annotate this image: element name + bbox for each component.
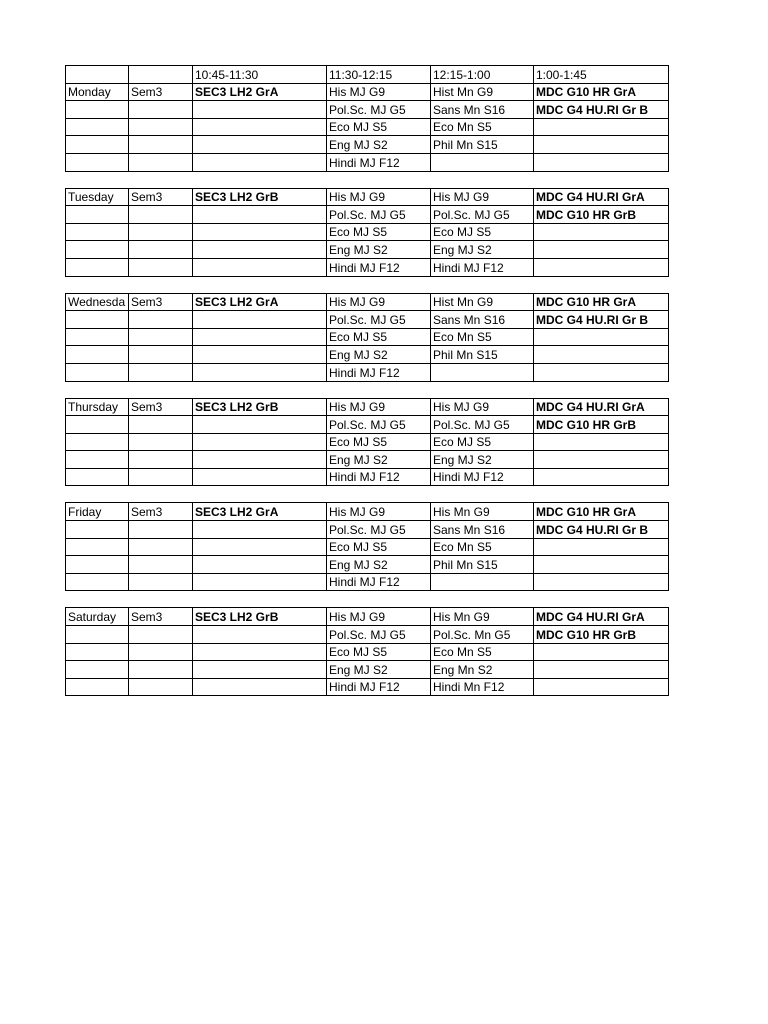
table-row — [66, 311, 669, 329]
table-row — [66, 626, 669, 644]
slot-cell-1130[interactable]: Eco MJ S5 — [327, 643, 431, 661]
day-cell[interactable]: Saturday — [66, 608, 129, 626]
slot-cell-1130[interactable]: His MJ G9 — [327, 398, 431, 416]
day-cell[interactable] — [66, 136, 129, 154]
sec-cell[interactable]: SEC3 LH2 GrA — [193, 503, 327, 521]
slot-cell-1215[interactable]: Hist Mn G9 — [431, 83, 534, 101]
slot-cell-100[interactable] — [534, 153, 669, 171]
slot-cell-100[interactable]: MDC G4 HU.RI Gr B — [534, 311, 669, 329]
slot-cell-100[interactable]: MDC G10 HR GrB — [534, 626, 669, 644]
slot-cell-100[interactable]: MDC G4 HU.RI GrA — [534, 188, 669, 206]
sec-cell[interactable] — [193, 678, 327, 696]
table-row — [66, 206, 669, 224]
slot-cell-1215[interactable]: Pol.Sc. Mn G5 — [431, 626, 534, 644]
slot-cell-1130[interactable]: Hindi MJ F12 — [327, 678, 431, 696]
table-row — [66, 678, 669, 696]
sec-cell[interactable] — [193, 416, 327, 434]
slot-cell-1130[interactable]: Pol.Sc. MJ G5 — [327, 626, 431, 644]
slot-cell-100[interactable] — [534, 223, 669, 241]
sec-cell[interactable] — [193, 241, 327, 259]
day-cell[interactable] — [66, 363, 129, 381]
table-row — [66, 346, 669, 364]
slot-cell-1215[interactable]: His MJ G9 — [431, 188, 534, 206]
slot-cell-1130[interactable]: Pol.Sc. MJ G5 — [327, 416, 431, 434]
sem-cell[interactable] — [129, 153, 193, 171]
slot-cell-1130[interactable]: Eco MJ S5 — [327, 433, 431, 451]
sem-cell[interactable] — [129, 451, 193, 469]
slot-cell-1215[interactable]: Hindi MJ F12 — [431, 258, 534, 276]
slot-cell-100[interactable] — [534, 328, 669, 346]
sem-cell[interactable]: Sem3 — [129, 293, 193, 311]
slot-cell-1215[interactable]: Sans Mn S16 — [431, 311, 534, 329]
slot-cell-1215[interactable]: Eco Mn S5 — [431, 328, 534, 346]
day-cell[interactable] — [66, 556, 129, 574]
sec-cell[interactable]: SEC3 LH2 GrB — [193, 608, 327, 626]
slot-cell-1130[interactable]: Eng MJ S2 — [327, 451, 431, 469]
slot-cell-1215[interactable]: Eco MJ S5 — [431, 223, 534, 241]
sem-cell[interactable] — [129, 416, 193, 434]
slot-cell-1215[interactable]: Eng Mn S2 — [431, 661, 534, 679]
sec-cell[interactable] — [193, 328, 327, 346]
day-cell[interactable] — [66, 101, 129, 119]
table-row — [66, 328, 669, 346]
slot-cell-100[interactable]: MDC G4 HU.RI Gr B — [534, 101, 669, 119]
day-block-tuesday — [65, 188, 669, 277]
slot-cell-1215[interactable]: His Mn G9 — [431, 503, 534, 521]
slot-cell-1215[interactable]: Eng MJ S2 — [431, 241, 534, 259]
sec-cell[interactable] — [193, 223, 327, 241]
day-cell[interactable] — [66, 433, 129, 451]
slot-cell-1130[interactable]: Pol.Sc. MJ G5 — [327, 206, 431, 224]
day-cell[interactable]: Monday — [66, 83, 129, 101]
day-cell[interactable] — [66, 311, 129, 329]
sec-cell[interactable] — [193, 538, 327, 556]
sec-cell[interactable] — [193, 643, 327, 661]
day-cell[interactable] — [66, 643, 129, 661]
sem-cell[interactable] — [129, 643, 193, 661]
slot-cell-1130[interactable]: Hindi MJ F12 — [327, 153, 431, 171]
sem-cell[interactable]: Sem3 — [129, 398, 193, 416]
sem-cell[interactable] — [129, 223, 193, 241]
table-row — [66, 101, 669, 119]
sec-cell[interactable]: SEC3 LH2 GrA — [193, 293, 327, 311]
slot-cell-1130[interactable]: Eng MJ S2 — [327, 661, 431, 679]
sec-cell[interactable] — [193, 661, 327, 679]
table-row — [66, 153, 669, 171]
table-row — [66, 136, 669, 154]
table-row — [66, 293, 669, 311]
sec-cell[interactable]: SEC3 LH2 GrA — [193, 83, 327, 101]
slot-cell-100[interactable] — [534, 363, 669, 381]
table-row — [66, 188, 669, 206]
slot-cell-100[interactable] — [534, 468, 669, 486]
table-row — [66, 556, 669, 574]
day-cell[interactable]: Tuesday — [66, 188, 129, 206]
day-cell[interactable] — [66, 626, 129, 644]
table-row — [66, 223, 669, 241]
slot-cell-100[interactable]: MDC G4 HU.RI GrA — [534, 608, 669, 626]
slot-cell-1130[interactable]: His MJ G9 — [327, 503, 431, 521]
slot-cell-1130[interactable]: Eng MJ S2 — [327, 241, 431, 259]
header-cell[interactable]: 12:15-1:00 — [431, 66, 534, 84]
slot-cell-1215[interactable]: His Mn G9 — [431, 608, 534, 626]
slot-cell-100[interactable]: MDC G10 HR GrB — [534, 206, 669, 224]
slot-cell-1215[interactable]: Hindi MJ F12 — [431, 468, 534, 486]
slot-cell-1130[interactable]: His MJ G9 — [327, 608, 431, 626]
sem-cell[interactable] — [129, 363, 193, 381]
slot-cell-1215[interactable]: Eng MJ S2 — [431, 451, 534, 469]
slot-cell-100[interactable] — [534, 678, 669, 696]
slot-cell-100[interactable] — [534, 661, 669, 679]
sem-cell[interactable]: Sem3 — [129, 503, 193, 521]
sec-cell[interactable] — [193, 118, 327, 136]
sem-cell[interactable] — [129, 136, 193, 154]
day-cell[interactable] — [66, 416, 129, 434]
slot-cell-1215[interactable] — [431, 573, 534, 591]
sec-cell[interactable] — [193, 101, 327, 119]
day-block-saturday — [65, 607, 669, 696]
table-row — [66, 433, 669, 451]
slot-cell-100[interactable] — [534, 556, 669, 574]
timetable-sheet — [65, 65, 669, 712]
sem-cell[interactable] — [129, 678, 193, 696]
day-cell[interactable] — [66, 118, 129, 136]
slot-cell-100[interactable] — [534, 573, 669, 591]
sec-cell[interactable] — [193, 136, 327, 154]
slot-cell-100[interactable]: MDC G4 HU.RI GrA — [534, 398, 669, 416]
day-cell[interactable] — [66, 468, 129, 486]
slot-cell-100[interactable]: MDC G10 HR GrA — [534, 503, 669, 521]
table-row — [66, 503, 669, 521]
table-row — [66, 83, 669, 101]
slot-cell-100[interactable] — [534, 258, 669, 276]
table-row — [66, 521, 669, 539]
slot-cell-1215[interactable]: Eco MJ S5 — [431, 433, 534, 451]
header-cell[interactable]: 11:30-12:15 — [327, 66, 431, 84]
day-cell[interactable] — [66, 573, 129, 591]
slot-cell-1130[interactable]: His MJ G9 — [327, 188, 431, 206]
header-cell[interactable] — [129, 66, 193, 84]
sem-cell[interactable] — [129, 468, 193, 486]
slot-cell-100[interactable] — [534, 538, 669, 556]
table-row — [66, 608, 669, 626]
day-cell[interactable] — [66, 153, 129, 171]
header-cell[interactable] — [66, 66, 129, 84]
slot-cell-1215[interactable]: Phil Mn S15 — [431, 346, 534, 364]
slot-cell-1130[interactable]: Eco MJ S5 — [327, 223, 431, 241]
slot-cell-1130[interactable]: Pol.Sc. MJ G5 — [327, 311, 431, 329]
day-block-friday — [65, 502, 669, 591]
day-cell[interactable] — [66, 661, 129, 679]
slot-cell-1130[interactable]: Eco MJ S5 — [327, 328, 431, 346]
slot-cell-1215[interactable] — [431, 153, 534, 171]
day-cell[interactable] — [66, 223, 129, 241]
sec-cell[interactable] — [193, 258, 327, 276]
header-cell[interactable]: 1:00-1:45 — [534, 66, 669, 84]
table-row — [66, 573, 669, 591]
sem-cell[interactable] — [129, 346, 193, 364]
sec-cell[interactable] — [193, 311, 327, 329]
sem-cell[interactable] — [129, 661, 193, 679]
sec-cell[interactable] — [193, 346, 327, 364]
sem-cell[interactable] — [129, 521, 193, 539]
day-block-wednesda — [65, 293, 669, 382]
slot-cell-1215[interactable]: Eco Mn S5 — [431, 643, 534, 661]
table-row — [66, 241, 669, 259]
slot-cell-1130[interactable]: Eng MJ S2 — [327, 346, 431, 364]
slot-cell-1130[interactable]: Hindi MJ F12 — [327, 573, 431, 591]
sem-cell[interactable] — [129, 206, 193, 224]
slot-cell-1215[interactable]: Eco Mn S5 — [431, 118, 534, 136]
slot-cell-100[interactable]: MDC G10 HR GrB — [534, 416, 669, 434]
table-row — [66, 398, 669, 416]
sec-cell[interactable]: SEC3 LH2 GrB — [193, 398, 327, 416]
slot-cell-1215[interactable]: Phil Mn S15 — [431, 136, 534, 154]
slot-cell-1215[interactable]: Phil Mn S15 — [431, 556, 534, 574]
slot-cell-1130[interactable]: Eco MJ S5 — [327, 538, 431, 556]
table-row — [66, 538, 669, 556]
sem-cell[interactable] — [129, 538, 193, 556]
day-cell[interactable] — [66, 241, 129, 259]
sec-cell[interactable] — [193, 468, 327, 486]
slot-cell-1215[interactable]: Hindi Mn F12 — [431, 678, 534, 696]
day-cell[interactable] — [66, 258, 129, 276]
slot-cell-1130[interactable]: Pol.Sc. MJ G5 — [327, 521, 431, 539]
slot-cell-100[interactable]: MDC G10 HR GrA — [534, 293, 669, 311]
slot-cell-1130[interactable]: His MJ G9 — [327, 83, 431, 101]
slot-cell-1130[interactable]: Hindi MJ F12 — [327, 363, 431, 381]
sec-cell[interactable] — [193, 451, 327, 469]
table-row — [66, 468, 669, 486]
day-cell[interactable]: Friday — [66, 503, 129, 521]
header-cell[interactable]: 10:45-11:30 — [193, 66, 327, 84]
sem-cell[interactable] — [129, 556, 193, 574]
sem-cell[interactable] — [129, 101, 193, 119]
slot-cell-100[interactable] — [534, 451, 669, 469]
slot-cell-1130[interactable]: Eng MJ S2 — [327, 136, 431, 154]
sec-cell[interactable] — [193, 153, 327, 171]
sem-cell[interactable]: Sem3 — [129, 608, 193, 626]
sem-cell[interactable] — [129, 626, 193, 644]
slot-cell-100[interactable]: MDC G4 HU.RI Gr B — [534, 521, 669, 539]
slot-cell-1215[interactable]: Sans Mn S16 — [431, 521, 534, 539]
table-row — [66, 643, 669, 661]
table-row — [66, 118, 669, 136]
sem-cell[interactable]: Sem3 — [129, 83, 193, 101]
slot-cell-1130[interactable]: His MJ G9 — [327, 293, 431, 311]
slot-cell-100[interactable] — [534, 433, 669, 451]
slot-cell-1215[interactable]: Hist Mn G9 — [431, 293, 534, 311]
day-block-monday — [65, 65, 669, 172]
slot-cell-1130[interactable]: Hindi MJ F12 — [327, 468, 431, 486]
slot-cell-1130[interactable]: Eng MJ S2 — [327, 556, 431, 574]
day-cell[interactable] — [66, 538, 129, 556]
slot-cell-100[interactable] — [534, 346, 669, 364]
day-cell[interactable] — [66, 678, 129, 696]
sem-cell[interactable] — [129, 258, 193, 276]
header-row — [66, 66, 669, 84]
day-cell[interactable] — [66, 346, 129, 364]
sec-cell[interactable] — [193, 556, 327, 574]
slot-cell-1215[interactable]: Pol.Sc. MJ G5 — [431, 416, 534, 434]
slot-cell-100[interactable] — [534, 643, 669, 661]
sec-cell[interactable] — [193, 521, 327, 539]
sec-cell[interactable] — [193, 363, 327, 381]
sem-cell[interactable] — [129, 241, 193, 259]
sem-cell[interactable] — [129, 118, 193, 136]
slot-cell-1215[interactable]: Eco Mn S5 — [431, 538, 534, 556]
sec-cell[interactable]: SEC3 LH2 GrB — [193, 188, 327, 206]
sem-cell[interactable] — [129, 328, 193, 346]
day-cell[interactable] — [66, 328, 129, 346]
slot-cell-100[interactable] — [534, 118, 669, 136]
slot-cell-1215[interactable]: Sans Mn S16 — [431, 101, 534, 119]
sec-cell[interactable] — [193, 626, 327, 644]
slot-cell-100[interactable] — [534, 241, 669, 259]
sec-cell[interactable] — [193, 433, 327, 451]
table-row — [66, 451, 669, 469]
table-row — [66, 661, 669, 679]
table-row — [66, 258, 669, 276]
slot-cell-1215[interactable]: Pol.Sc. MJ G5 — [431, 206, 534, 224]
table-row — [66, 363, 669, 381]
slot-cell-1130[interactable]: Pol.Sc. MJ G5 — [327, 101, 431, 119]
sem-cell[interactable] — [129, 433, 193, 451]
sem-cell[interactable]: Sem3 — [129, 188, 193, 206]
slot-cell-1215[interactable] — [431, 363, 534, 381]
sem-cell[interactable] — [129, 311, 193, 329]
table-row — [66, 416, 669, 434]
slot-cell-100[interactable] — [534, 136, 669, 154]
sem-cell[interactable] — [129, 573, 193, 591]
day-cell[interactable] — [66, 451, 129, 469]
slot-cell-100[interactable]: MDC G10 HR GrA — [534, 83, 669, 101]
sec-cell[interactable] — [193, 573, 327, 591]
day-cell[interactable]: Thursday — [66, 398, 129, 416]
slot-cell-1215[interactable]: His MJ G9 — [431, 398, 534, 416]
sec-cell[interactable] — [193, 206, 327, 224]
slot-cell-1130[interactable]: Eco MJ S5 — [327, 118, 431, 136]
day-cell[interactable] — [66, 206, 129, 224]
day-cell[interactable]: Wednesda — [66, 293, 129, 311]
day-cell[interactable] — [66, 521, 129, 539]
day-block-thursday — [65, 398, 669, 487]
slot-cell-1130[interactable]: Hindi MJ F12 — [327, 258, 431, 276]
